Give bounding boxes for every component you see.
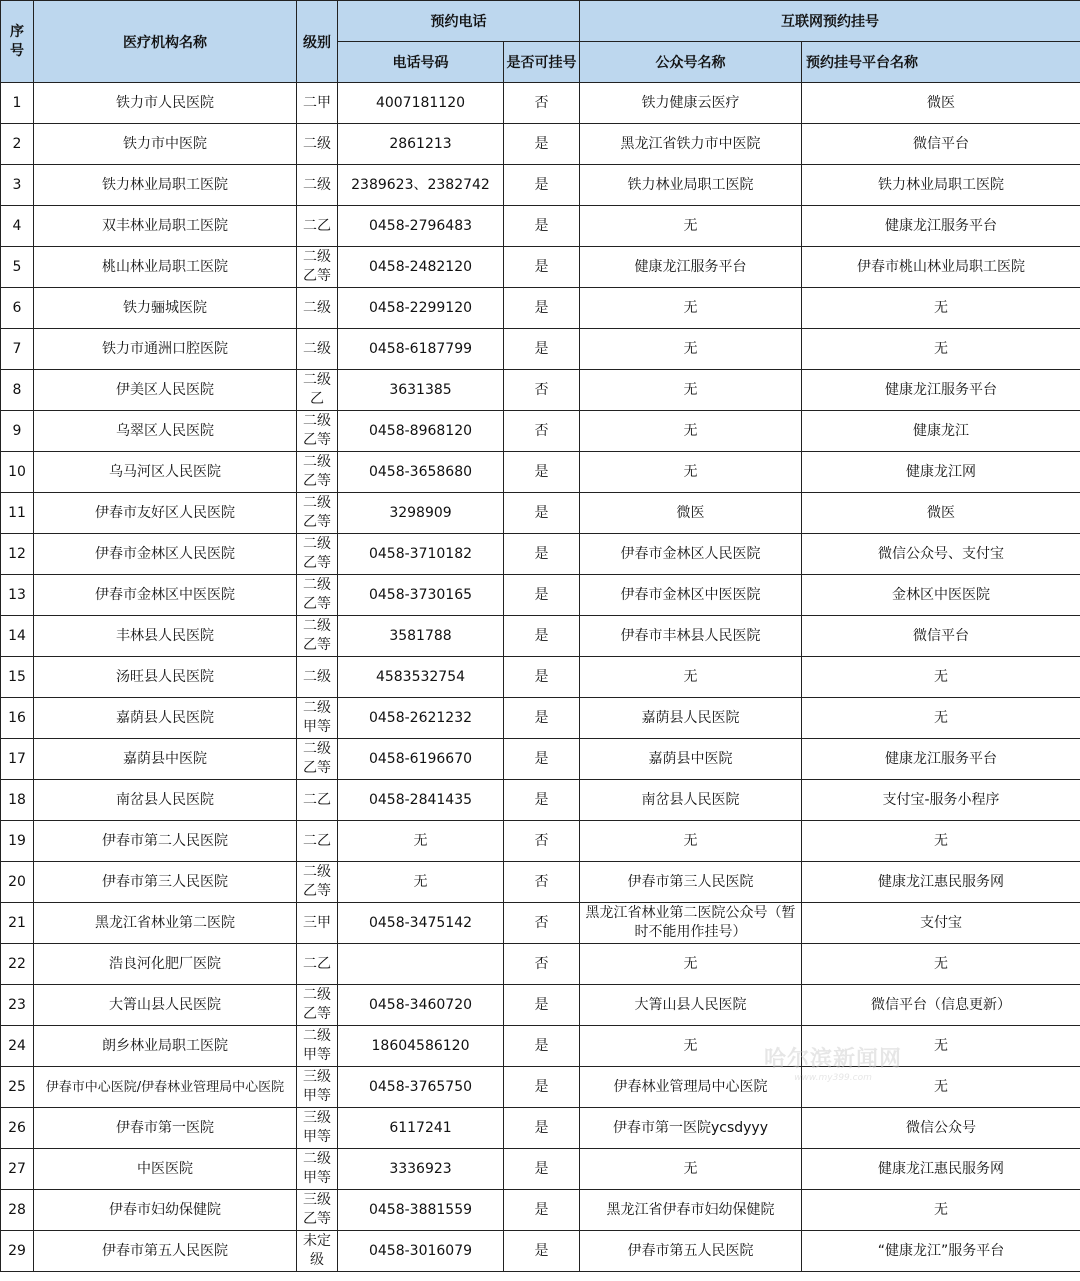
cell-can-register: 是 [504, 534, 580, 575]
header-phone-group: 预约电话 [338, 1, 580, 42]
cell-can-register: 是 [504, 1231, 580, 1272]
cell-can-register: 是 [504, 1149, 580, 1190]
cell-can-register: 否 [504, 83, 580, 124]
cell-platform: 健康龙江惠民服务网 [802, 1149, 1080, 1190]
cell-platform: 金林区中医医院 [802, 575, 1080, 616]
cell-grade: 二级 [297, 124, 338, 165]
cell-phone: 0458-3016079 [338, 1231, 504, 1272]
cell-platform: 健康龙江服务平台 [802, 370, 1080, 411]
table-row [1, 534, 1080, 575]
cell-hospital-name: 南岔县人民医院 [34, 780, 297, 821]
cell-platform: 无 [802, 821, 1080, 862]
cell-platform: 微医 [802, 493, 1080, 534]
cell-seq: 23 [1, 985, 34, 1026]
cell-seq: 26 [1, 1108, 34, 1149]
cell-account: 黑龙江省林业第二医院公众号（暂时不能用作挂号） [580, 903, 802, 944]
cell-hospital-name: 桃山林业局职工医院 [34, 247, 297, 288]
table-row [1, 329, 1080, 370]
cell-phone: 0458-3730165 [338, 575, 504, 616]
cell-account: 无 [580, 370, 802, 411]
cell-grade: 二级乙等 [297, 616, 338, 657]
cell-platform: 微信平台 [802, 616, 1080, 657]
cell-account: 铁力健康云医疗 [580, 83, 802, 124]
table-row [1, 821, 1080, 862]
cell-grade: 未定级 [297, 1231, 338, 1272]
cell-phone: 0458-6196670 [338, 739, 504, 780]
cell-grade: 二级乙等 [297, 862, 338, 903]
cell-account: 黑龙江省伊春市妇幼保健院 [580, 1190, 802, 1231]
cell-hospital-name: 嘉荫县中医院 [34, 739, 297, 780]
table-row [1, 616, 1080, 657]
cell-phone: 0458-3765750 [338, 1067, 504, 1108]
cell-phone: 0458-3881559 [338, 1190, 504, 1231]
cell-phone: 3581788 [338, 616, 504, 657]
cell-phone: 4007181120 [338, 83, 504, 124]
cell-grade: 二级乙等 [297, 985, 338, 1026]
cell-account: 南岔县人民医院 [580, 780, 802, 821]
cell-grade: 二级乙等 [297, 247, 338, 288]
cell-grade: 二级 [297, 657, 338, 698]
watermark-main: 哈尔滨新闻网 [764, 1047, 903, 1072]
header-seq: 序号 [1, 1, 34, 83]
cell-account: 无 [580, 206, 802, 247]
cell-phone: 0458-6187799 [338, 329, 504, 370]
header-internet-group: 互联网预约挂号 [580, 1, 1080, 42]
cell-seq: 25 [1, 1067, 34, 1108]
cell-phone: 18604586120 [338, 1026, 504, 1067]
cell-can-register: 是 [504, 985, 580, 1026]
cell-seq: 18 [1, 780, 34, 821]
cell-hospital-name: 大箐山县人民医院 [34, 985, 297, 1026]
cell-hospital-name: 乌马河区人民医院 [34, 452, 297, 493]
cell-phone: 6117241 [338, 1108, 504, 1149]
cell-grade: 二级 [297, 165, 338, 206]
cell-hospital-name: 乌翠区人民医院 [34, 411, 297, 452]
cell-hospital-name: 朗乡林业局职工医院 [34, 1026, 297, 1067]
cell-account: 嘉荫县中医院 [580, 739, 802, 780]
cell-platform: 微信公众号 [802, 1108, 1080, 1149]
cell-platform: 健康龙江服务平台 [802, 206, 1080, 247]
cell-grade: 二乙 [297, 821, 338, 862]
cell-seq: 22 [1, 944, 34, 985]
cell-platform: 微信平台（信息更新） [802, 985, 1080, 1026]
cell-account: 健康龙江服务平台 [580, 247, 802, 288]
table-row [1, 985, 1080, 1026]
cell-phone: 4583532754 [338, 657, 504, 698]
table-row [1, 657, 1080, 698]
cell-hospital-name: 铁力林业局职工医院 [34, 165, 297, 206]
cell-hospital-name: 伊春市友好区人民医院 [34, 493, 297, 534]
cell-seq: 11 [1, 493, 34, 534]
cell-platform: 无 [802, 944, 1080, 985]
cell-platform: 无 [802, 1190, 1080, 1231]
table-row [1, 1067, 1080, 1108]
cell-can-register: 否 [504, 944, 580, 985]
cell-account: 伊春市金林区中医医院 [580, 575, 802, 616]
cell-grade: 二级甲等 [297, 1026, 338, 1067]
header-account: 公众号名称 [580, 42, 802, 83]
cell-seq: 29 [1, 1231, 34, 1272]
cell-platform: 无 [802, 657, 1080, 698]
table-row [1, 903, 1080, 944]
header-can-register: 是否可挂号 [504, 42, 580, 83]
cell-phone: 2861213 [338, 124, 504, 165]
cell-hospital-name: 伊春市第三人民医院 [34, 862, 297, 903]
cell-platform: 无 [802, 1067, 1080, 1108]
table-row [1, 944, 1080, 985]
cell-seq: 19 [1, 821, 34, 862]
cell-phone: 0458-3710182 [338, 534, 504, 575]
cell-hospital-name: 黑龙江省林业第二医院 [34, 903, 297, 944]
cell-grade: 二级 [297, 288, 338, 329]
cell-account: 无 [580, 288, 802, 329]
cell-can-register: 是 [504, 124, 580, 165]
cell-can-register: 是 [504, 493, 580, 534]
table-row [1, 247, 1080, 288]
cell-hospital-name: 伊春市金林区人民医院 [34, 534, 297, 575]
cell-account: 无 [580, 411, 802, 452]
cell-seq: 27 [1, 1149, 34, 1190]
cell-platform: 铁力林业局职工医院 [802, 165, 1080, 206]
cell-phone: 3631385 [338, 370, 504, 411]
cell-grade: 二乙 [297, 944, 338, 985]
cell-platform: 伊春市桃山林业局职工医院 [802, 247, 1080, 288]
cell-seq: 20 [1, 862, 34, 903]
cell-phone: 3336923 [338, 1149, 504, 1190]
table-row [1, 124, 1080, 165]
cell-account: 伊春市第五人民医院 [580, 1231, 802, 1272]
table-body [1, 83, 1080, 1272]
cell-platform: 微医 [802, 83, 1080, 124]
cell-grade: 二级乙等 [297, 739, 338, 780]
cell-grade: 二级甲等 [297, 698, 338, 739]
cell-phone: 0458-3658680 [338, 452, 504, 493]
cell-seq: 12 [1, 534, 34, 575]
cell-phone: 0458-2621232 [338, 698, 504, 739]
cell-can-register: 是 [504, 1026, 580, 1067]
cell-grade: 三级甲等 [297, 1067, 338, 1108]
cell-platform: 微信平台 [802, 124, 1080, 165]
cell-platform: 健康龙江服务平台 [802, 739, 1080, 780]
cell-can-register: 否 [504, 821, 580, 862]
cell-seq: 9 [1, 411, 34, 452]
cell-seq: 24 [1, 1026, 34, 1067]
cell-hospital-name: 铁力市通洲口腔医院 [34, 329, 297, 370]
cell-account: 无 [580, 1026, 802, 1067]
cell-hospital-name: 伊春市第一医院 [34, 1108, 297, 1149]
cell-account: 无 [580, 1149, 802, 1190]
cell-grade: 二级乙等 [297, 575, 338, 616]
cell-phone: 0458-8968120 [338, 411, 504, 452]
cell-seq: 17 [1, 739, 34, 780]
cell-account: 无 [580, 452, 802, 493]
cell-grade: 二级甲等 [297, 1149, 338, 1190]
cell-seq: 10 [1, 452, 34, 493]
watermark-sub: www.my399.com [794, 1073, 872, 1083]
cell-can-register: 是 [504, 452, 580, 493]
cell-can-register: 是 [504, 329, 580, 370]
cell-account: 伊春市金林区人民医院 [580, 534, 802, 575]
cell-can-register: 是 [504, 1067, 580, 1108]
table-row [1, 83, 1080, 124]
table-header [1, 1, 1080, 83]
cell-phone: 无 [338, 862, 504, 903]
cell-hospital-name: 伊春市第二人民医院 [34, 821, 297, 862]
cell-seq: 28 [1, 1190, 34, 1231]
cell-account: 伊春林业管理局中心医院 [580, 1067, 802, 1108]
table-row [1, 1149, 1080, 1190]
cell-hospital-name: 双丰林业局职工医院 [34, 206, 297, 247]
cell-hospital-name: 铁力骊城医院 [34, 288, 297, 329]
cell-grade: 二级 [297, 329, 338, 370]
cell-grade: 二级乙等 [297, 452, 338, 493]
cell-seq: 6 [1, 288, 34, 329]
header-platform: 预约挂号平台名称 [802, 42, 1080, 83]
table-row [1, 165, 1080, 206]
cell-hospital-name: 浩良河化肥厂医院 [34, 944, 297, 985]
cell-phone [338, 944, 504, 985]
cell-platform: 支付宝-服务小程序 [802, 780, 1080, 821]
cell-platform: 无 [802, 329, 1080, 370]
cell-platform: 支付宝 [802, 903, 1080, 944]
cell-platform: 无 [802, 1026, 1080, 1067]
cell-platform: 健康龙江惠民服务网 [802, 862, 1080, 903]
cell-can-register: 否 [504, 411, 580, 452]
cell-phone: 0458-2841435 [338, 780, 504, 821]
cell-phone: 0458-3460720 [338, 985, 504, 1026]
cell-seq: 4 [1, 206, 34, 247]
cell-seq: 21 [1, 903, 34, 944]
cell-can-register: 是 [504, 575, 580, 616]
table-row [1, 206, 1080, 247]
table-row [1, 1231, 1080, 1272]
cell-can-register: 是 [504, 165, 580, 206]
cell-seq: 14 [1, 616, 34, 657]
cell-account: 无 [580, 657, 802, 698]
cell-seq: 15 [1, 657, 34, 698]
cell-grade: 二乙 [297, 780, 338, 821]
header-phone: 电话号码 [338, 42, 504, 83]
cell-phone: 0458-3475142 [338, 903, 504, 944]
cell-can-register: 是 [504, 206, 580, 247]
cell-grade: 二级乙 [297, 370, 338, 411]
cell-account: 无 [580, 944, 802, 985]
cell-can-register: 是 [504, 1190, 580, 1231]
cell-account: 伊春市第三人民医院 [580, 862, 802, 903]
table-row [1, 288, 1080, 329]
table-row [1, 1190, 1080, 1231]
cell-account: 无 [580, 821, 802, 862]
cell-hospital-name: 汤旺县人民医院 [34, 657, 297, 698]
cell-hospital-name: 伊春市金林区中医医院 [34, 575, 297, 616]
cell-seq: 8 [1, 370, 34, 411]
cell-hospital-name: 铁力市人民医院 [34, 83, 297, 124]
cell-account: 无 [580, 329, 802, 370]
cell-account: 伊春市第一医院ycsdyyy [580, 1108, 802, 1149]
cell-can-register: 是 [504, 288, 580, 329]
table-row [1, 739, 1080, 780]
cell-platform: 无 [802, 698, 1080, 739]
cell-seq: 5 [1, 247, 34, 288]
cell-can-register: 是 [504, 1108, 580, 1149]
cell-hospital-name: 伊春市妇幼保健院 [34, 1190, 297, 1231]
cell-hospital-name: 嘉荫县人民医院 [34, 698, 297, 739]
cell-grade: 三级甲等 [297, 1108, 338, 1149]
cell-seq: 7 [1, 329, 34, 370]
table-row [1, 493, 1080, 534]
cell-grade: 二级乙等 [297, 534, 338, 575]
cell-seq: 1 [1, 83, 34, 124]
cell-seq: 3 [1, 165, 34, 206]
cell-account: 大箐山县人民医院 [580, 985, 802, 1026]
cell-phone: 3298909 [338, 493, 504, 534]
table-row [1, 698, 1080, 739]
cell-hospital-name: 伊春市中心医院/伊春林业管理局中心医院 [34, 1067, 297, 1108]
cell-can-register: 否 [504, 862, 580, 903]
cell-can-register: 否 [504, 903, 580, 944]
cell-account: 黑龙江省铁力市中医院 [580, 124, 802, 165]
cell-can-register: 是 [504, 247, 580, 288]
cell-can-register: 是 [504, 657, 580, 698]
table-row [1, 862, 1080, 903]
cell-hospital-name: 中医医院 [34, 1149, 297, 1190]
cell-platform: “健康龙江”服务平台 [802, 1231, 1080, 1272]
cell-seq: 2 [1, 124, 34, 165]
cell-can-register: 是 [504, 739, 580, 780]
header-grade: 级别 [297, 1, 338, 83]
cell-can-register: 否 [504, 370, 580, 411]
table-row [1, 411, 1080, 452]
cell-grade: 二乙 [297, 206, 338, 247]
cell-can-register: 是 [504, 616, 580, 657]
table-row [1, 1108, 1080, 1149]
table-row [1, 1026, 1080, 1067]
cell-phone: 0458-2796483 [338, 206, 504, 247]
cell-hospital-name: 丰林县人民医院 [34, 616, 297, 657]
cell-grade: 二级乙等 [297, 411, 338, 452]
cell-grade: 三甲 [297, 903, 338, 944]
cell-can-register: 是 [504, 780, 580, 821]
cell-account: 嘉荫县人民医院 [580, 698, 802, 739]
cell-phone: 无 [338, 821, 504, 862]
cell-seq: 13 [1, 575, 34, 616]
cell-phone: 0458-2482120 [338, 247, 504, 288]
cell-hospital-name: 伊春市第五人民医院 [34, 1231, 297, 1272]
cell-hospital-name: 铁力市中医院 [34, 124, 297, 165]
cell-can-register: 是 [504, 698, 580, 739]
cell-seq: 16 [1, 698, 34, 739]
table-row [1, 575, 1080, 616]
cell-grade: 三级乙等 [297, 1190, 338, 1231]
cell-phone: 0458-2299120 [338, 288, 504, 329]
cell-platform: 健康龙江网 [802, 452, 1080, 493]
cell-account: 铁力林业局职工医院 [580, 165, 802, 206]
header-name: 医疗机构名称 [34, 1, 297, 83]
cell-hospital-name: 伊美区人民医院 [34, 370, 297, 411]
cell-platform: 健康龙江 [802, 411, 1080, 452]
cell-platform: 无 [802, 288, 1080, 329]
cell-platform: 微信公众号、支付宝 [802, 534, 1080, 575]
cell-account: 伊春市丰林县人民医院 [580, 616, 802, 657]
cell-phone: 2389623、2382742 [338, 165, 504, 206]
cell-grade: 二级乙等 [297, 493, 338, 534]
table-row [1, 370, 1080, 411]
table-row [1, 780, 1080, 821]
cell-grade: 二甲 [297, 83, 338, 124]
table-row [1, 452, 1080, 493]
cell-account: 微医 [580, 493, 802, 534]
